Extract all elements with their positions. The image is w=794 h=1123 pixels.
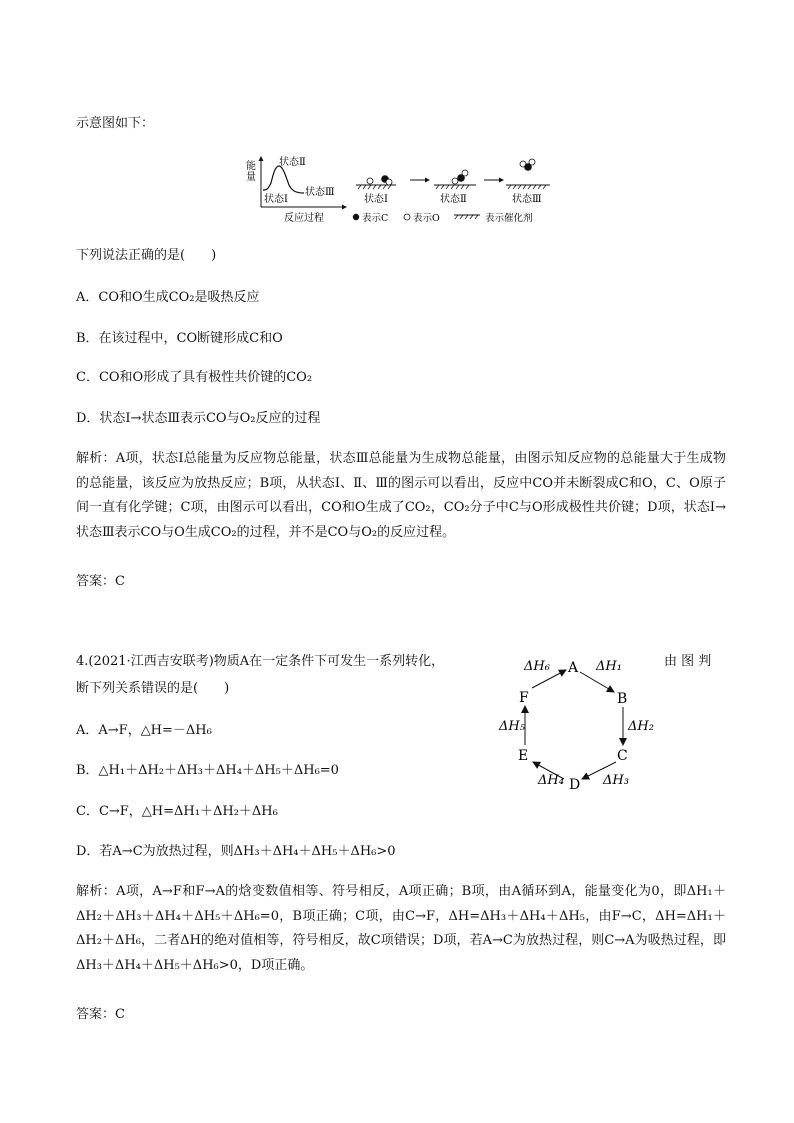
q3-option-b: B．在该过程中，CO断键形成C和O xyxy=(76,331,283,346)
q4-option-d: D．若A→C为放热过程，则ΔH₃＋ΔH₄＋ΔH₅＋ΔH₆>0 xyxy=(76,844,396,859)
node-a: A xyxy=(568,660,579,676)
legend-o-text: 表示O xyxy=(413,213,440,224)
edge-label-dh2: ΔH₂ xyxy=(628,719,654,734)
q4-option-c: C．C→F，△H=ΔH₁＋ΔH₂＋ΔH₆ xyxy=(76,804,278,819)
energy-profile-chart xyxy=(246,155,347,224)
edge-label-dh5: ΔH₅ xyxy=(499,719,525,734)
q3-option-c: C．CO和O形成了具有极性共价键的CO₂ xyxy=(76,370,313,385)
q3-option-d: D．状态Ⅰ→状态Ⅲ表示CO与O₂反应的过程 xyxy=(76,411,321,426)
edge-label-dh3: ΔH₃ xyxy=(603,773,629,788)
figure-intro: 示意图如下： xyxy=(76,116,155,131)
legend-c-marker xyxy=(353,214,359,220)
state3-sketch xyxy=(506,159,550,205)
q3-analysis: 解析：A项，状态Ⅰ总能量为反应物总能量，状态Ⅲ总能量为生成物总能量，由图示知反应物的总能量大于生成物的总能量，该反应为放热反应；B项，从状态Ⅰ、Ⅱ、Ⅲ的图示可以看出，反应中CO并未断裂成C和O，C、O原子间一直有化学键；C项，由图示可以看出，CO和O生成了CO₂，CO₂分子中C与O形成极性共价键；D项，状态Ⅰ→状态Ⅲ表示CO与O生成CO₂的过程，并不是CO与O₂的反应过程。 xyxy=(76,451,726,540)
state1-sketch xyxy=(356,175,396,205)
x-axis-label: 反应过程 xyxy=(284,213,324,224)
q4-stem-right: 由 图 判 xyxy=(664,654,712,669)
y-axis-label-2: 量 xyxy=(246,172,256,183)
arrow-2 xyxy=(484,178,504,183)
edge-a-b xyxy=(580,672,614,692)
node-e: E xyxy=(518,748,529,764)
node-f: F xyxy=(519,690,529,706)
edge-label-dh1: ΔH₁ xyxy=(596,659,622,674)
q4-option-b: B．△H₁＋ΔH₂＋ΔH₃＋ΔH₄＋ΔH₅＋ΔH₆=0 xyxy=(76,763,339,778)
y-axis-label-1: 能 xyxy=(246,161,256,172)
state3-caption: 状态Ⅲ xyxy=(512,194,542,205)
profile-label-state3: 状态Ⅲ xyxy=(305,187,335,198)
node-d: D xyxy=(569,777,581,790)
profile-label-state1: 状态Ⅰ xyxy=(264,194,288,205)
legend-o-marker xyxy=(404,214,410,220)
q4-analysis: 解析：A项，A→F和F→A的焓变数值相等、符号相反，A项正确；B项，由A循环到A，能量变化为0，即ΔH₁＋ΔH₂＋ΔH₃＋ΔH₄＋ΔH₅＋ΔH₆=0，B项正确；C项，由C→F，ΔH=ΔH₃＋ΔH₄＋ΔH₅，由F→C，ΔH=ΔH₁＋ΔH₂＋ΔH₆，二者ΔH的绝对值相等，符号相反，故C项错误；D项，若A→C为放热过程，则C→A为吸热过程，即ΔH₃＋ΔH₄＋ΔH₅＋ΔH₆>0，D项正确。 xyxy=(76,884,726,973)
arrow-1 xyxy=(410,178,430,183)
profile-label-state2: 状态Ⅱ xyxy=(279,157,306,168)
state1-caption: 状态Ⅰ xyxy=(364,194,388,205)
edge-label-dh4: ΔH₄ xyxy=(538,773,564,788)
node-c: C xyxy=(617,748,628,764)
legend-c-text: 表示C xyxy=(362,213,389,224)
reaction-energy-figure xyxy=(244,155,574,227)
state2-sketch xyxy=(434,170,476,205)
node-b: B xyxy=(617,691,628,707)
q4-stem-line2: 断下列关系错误的是( ) xyxy=(76,681,230,696)
legend-catalyst-text: 表示催化剂 xyxy=(485,213,533,224)
q4-stem-line1: 4.(2021·江西吉安联考)物质A在一定条件下可发生一系列转化， xyxy=(76,654,445,669)
q3-answer: 答案：C xyxy=(76,574,125,589)
enthalpy-cycle-diagram xyxy=(492,650,672,790)
q4-answer: 答案：C xyxy=(76,1007,125,1022)
q3-option-a: A．CO和O生成CO₂是吸热反应 xyxy=(76,290,260,305)
q3-stem: 下列说法正确的是( ) xyxy=(76,248,217,263)
edge-label-dh6: ΔH₆ xyxy=(524,659,550,674)
q4-option-a: A．A→F，△H=－ΔH₆ xyxy=(76,723,212,738)
figure-legend xyxy=(353,212,533,224)
state2-caption: 状态Ⅱ xyxy=(440,194,467,205)
